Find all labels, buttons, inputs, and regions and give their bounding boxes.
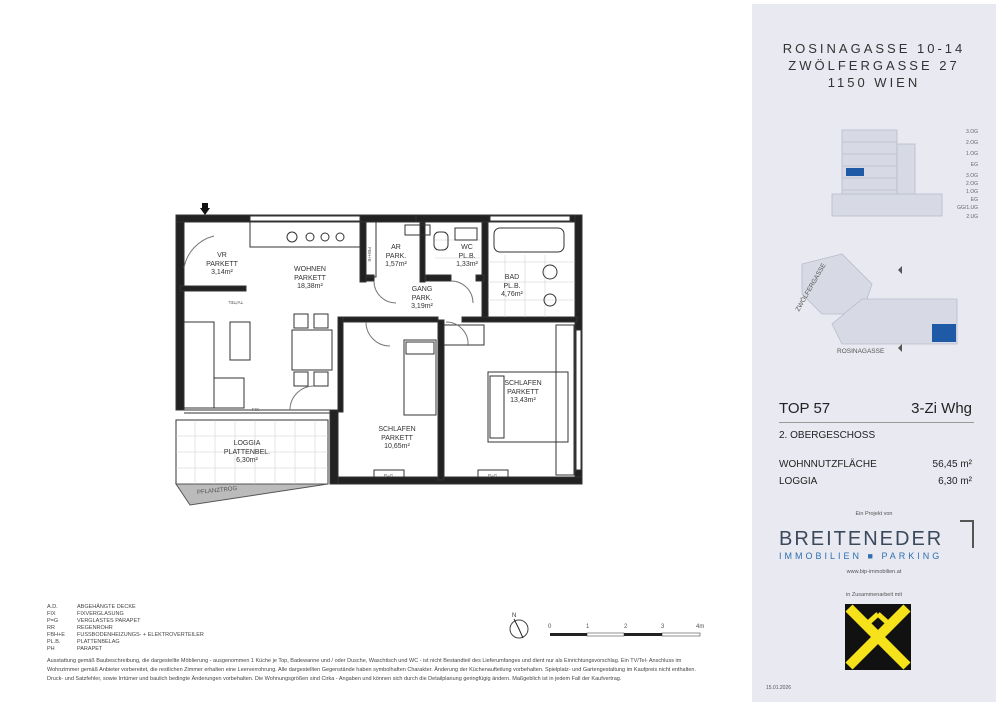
legend-text: PARAPET bbox=[77, 646, 103, 652]
legend-text: FUSSBODENHEIZUNGS- + ELEKTROVERTEILER bbox=[77, 632, 204, 638]
floor-label: 3.OG bbox=[966, 129, 978, 135]
pg-label-2: P=G bbox=[488, 473, 498, 478]
room-vr: VR PARKETT 3,14m² bbox=[206, 252, 238, 276]
brand-intro: Ein Projekt von bbox=[855, 511, 893, 517]
address-line-2: ZWÖLFERGASSE 27 bbox=[788, 58, 960, 73]
floor-label: 1.OG bbox=[966, 151, 978, 157]
legend-text: FIXVERGLASUNG bbox=[77, 611, 124, 617]
pg-label-1: P=G bbox=[384, 473, 394, 478]
floor-label: 1.OG bbox=[966, 189, 978, 195]
legend-abbr: RR bbox=[47, 625, 55, 631]
unit-top: TOP 57 bbox=[779, 400, 831, 417]
scale-tick: 2 bbox=[624, 624, 628, 630]
floor-label: EG bbox=[970, 197, 978, 203]
floor-label: 2.UG bbox=[966, 214, 978, 220]
scale-bar bbox=[550, 633, 700, 636]
entrance-arrow-icon bbox=[200, 208, 210, 215]
room-gang: GANG PARK. 3,19m² bbox=[411, 286, 433, 310]
building-section bbox=[812, 124, 952, 224]
site-plan bbox=[782, 244, 982, 354]
scale-tick: 1 bbox=[586, 624, 590, 630]
fbh-label: FBH+E bbox=[366, 247, 372, 262]
partner-logo bbox=[845, 604, 911, 670]
legend-abbr: P=G bbox=[47, 618, 59, 624]
legend-abbr: FBH+E bbox=[47, 632, 65, 638]
address-line-1: ROSINAGASSE 10-14 bbox=[782, 41, 966, 56]
legend-abbr: PL.B. bbox=[47, 639, 61, 645]
legend-text: VERGLASTES PARAPET bbox=[77, 618, 141, 624]
unit-floor: 2. OBERGESCHOSS bbox=[779, 430, 876, 441]
legend-text: PLATTENBELAG bbox=[77, 639, 120, 645]
pflanztrog-label: PFLANZTROG bbox=[196, 485, 238, 497]
floor-label: 2.OG bbox=[966, 181, 978, 187]
fix-label: FIX bbox=[252, 407, 260, 412]
north-label: N bbox=[512, 613, 517, 619]
legend-abbr: A.D. bbox=[47, 604, 58, 610]
address-line-3: 1150 WIEN bbox=[827, 75, 921, 90]
brand-sub: IMMOBILIEN ■ PARKING bbox=[779, 551, 943, 561]
room-wohnen: WOHNEN PARKETT 18,38m² bbox=[294, 266, 326, 290]
room-ar: AR PARK. 1,57m² bbox=[385, 244, 407, 268]
legend-abbr: FIX bbox=[47, 611, 56, 617]
scale-tick: 3 bbox=[661, 624, 665, 630]
floor-label: GG/1.UG bbox=[957, 205, 978, 211]
unit-marker bbox=[932, 324, 956, 342]
brand-logo: BREITENEDER bbox=[779, 528, 944, 550]
loggia-label: LOGGIA bbox=[779, 476, 818, 487]
unit-type: 3-Zi Whg bbox=[911, 400, 972, 417]
tvtel-label: TV/TEL bbox=[228, 300, 244, 305]
street-label: ZWÖLFERGASSE bbox=[794, 262, 828, 313]
unit-marker bbox=[846, 168, 864, 176]
legend-text: ABGEHÄNGTE DECKE bbox=[77, 604, 136, 610]
wohn-label: WOHNNUTZFLÄCHE bbox=[779, 459, 877, 470]
scale-tick: 0 bbox=[548, 624, 552, 630]
street-label: ROSINAGASSE bbox=[837, 348, 885, 355]
scale-tick: 4m bbox=[696, 624, 705, 630]
room-loggia: LOGGIA PLATTENBEL. 6,30m² bbox=[223, 440, 271, 464]
disclaimer: Ausstattung gemäß Baubeschreibung, die dargestellte Möblierung - ausgenommen 1 Küche je Top, Badewanne und / oder Dusche, Waschtisch und WC - ist nicht Bestandteil des Lieferumfanges und dient nur als Einrichtungsvorschlag. Ein TV/Tel- Anschluss im Wohnzimmer gemäß Anbieter vorbereitet, die restlichen Zimmer erhalten eine Leerverrohrung. Alle dargestellten Gegenstände haben symbolhaften Charakter. Änderung der Küchenaufteilung vorbehalten. Spielplatz- und Gartengestaltung im Kaufpreis nicht enthalten. Druck- und Satzfehler, sowie Irrtümer und baulich bedingte Änderungen vorbehalten. Die Wohnungsgrößen sind Cirka - Angaben und können sich durch die Detailplanung geringfügig ändern. Maßgeblich ist in jedem Fall der Kaufvertrag. bbox=[47, 658, 696, 682]
coop-text: in Zusammenarbeit mit bbox=[846, 592, 902, 598]
room-wc: WC PL.B. 1,33m² bbox=[456, 244, 478, 268]
room-schlafen-1: SCHLAFEN PARKETT 13,43m² bbox=[504, 380, 542, 404]
room-schlafen-2: SCHLAFEN PARKETT 10,65m² bbox=[378, 426, 416, 450]
plan-date: 15.01.2026 bbox=[766, 685, 792, 691]
brand-url: www.bip-immobilien.at bbox=[846, 569, 902, 575]
divider bbox=[779, 422, 974, 423]
floor-label: 2.OG bbox=[966, 140, 978, 146]
legend-abbr: PH bbox=[47, 646, 55, 652]
legend-text: REGENROHR bbox=[77, 625, 113, 631]
floor-label: 3.OG bbox=[966, 173, 978, 179]
info-panel bbox=[752, 4, 996, 702]
loggia-value: 6,30 m² bbox=[938, 476, 972, 487]
brand-logo-mark bbox=[960, 520, 974, 548]
room-bad: BAD PL.B. 4,76m² bbox=[501, 274, 523, 298]
floor-label: EG bbox=[970, 162, 978, 168]
wohn-value: 56,45 m² bbox=[932, 459, 972, 470]
